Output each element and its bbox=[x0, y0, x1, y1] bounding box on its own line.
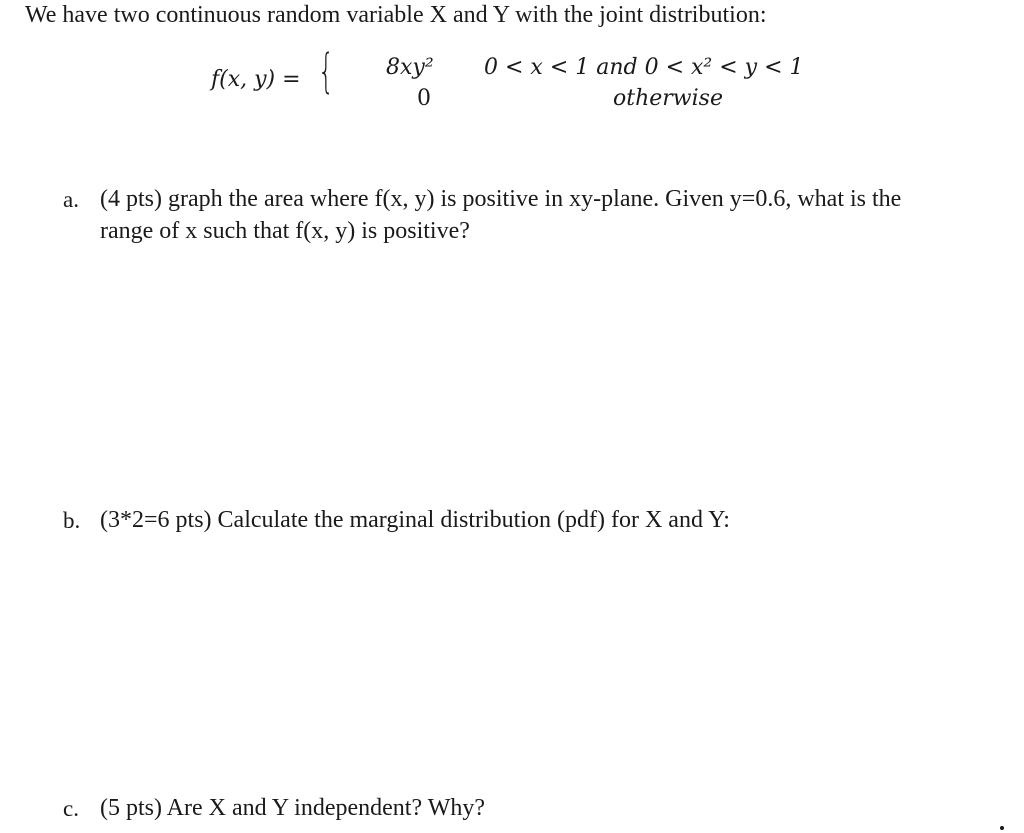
case1-condition: 0 < x < 1 and 0 < x² < y < 1 bbox=[484, 55, 804, 80]
question-b-label: b. bbox=[63, 508, 81, 533]
case2-value: 0 bbox=[417, 86, 431, 111]
question-c-label: c. bbox=[63, 796, 79, 821]
question-a-text-line1: (4 pts) graph the area where f(x, y) is positive in xy-plane. Given y=0.6, what is the bbox=[100, 186, 902, 212]
question-a-label: a. bbox=[63, 187, 79, 212]
question-c-text: (5 pts) Are X and Y independent? Why? bbox=[100, 795, 485, 821]
formula-lhs: f(x, y) = bbox=[211, 67, 301, 92]
case2-condition: otherwise bbox=[613, 86, 723, 111]
case1-value: 8xy² bbox=[386, 55, 434, 80]
intro-text: We have two continuous random variable X and Y with the joint distribution: bbox=[25, 2, 767, 28]
question-a-text-line2: range of x such that f(x, y) is positive? bbox=[100, 218, 470, 244]
stray-dot bbox=[1000, 826, 1004, 830]
formula-brace: { bbox=[318, 44, 335, 98]
question-b-text: (3*2=6 pts) Calculate the marginal distribution (pdf) for X and Y: bbox=[100, 507, 730, 533]
